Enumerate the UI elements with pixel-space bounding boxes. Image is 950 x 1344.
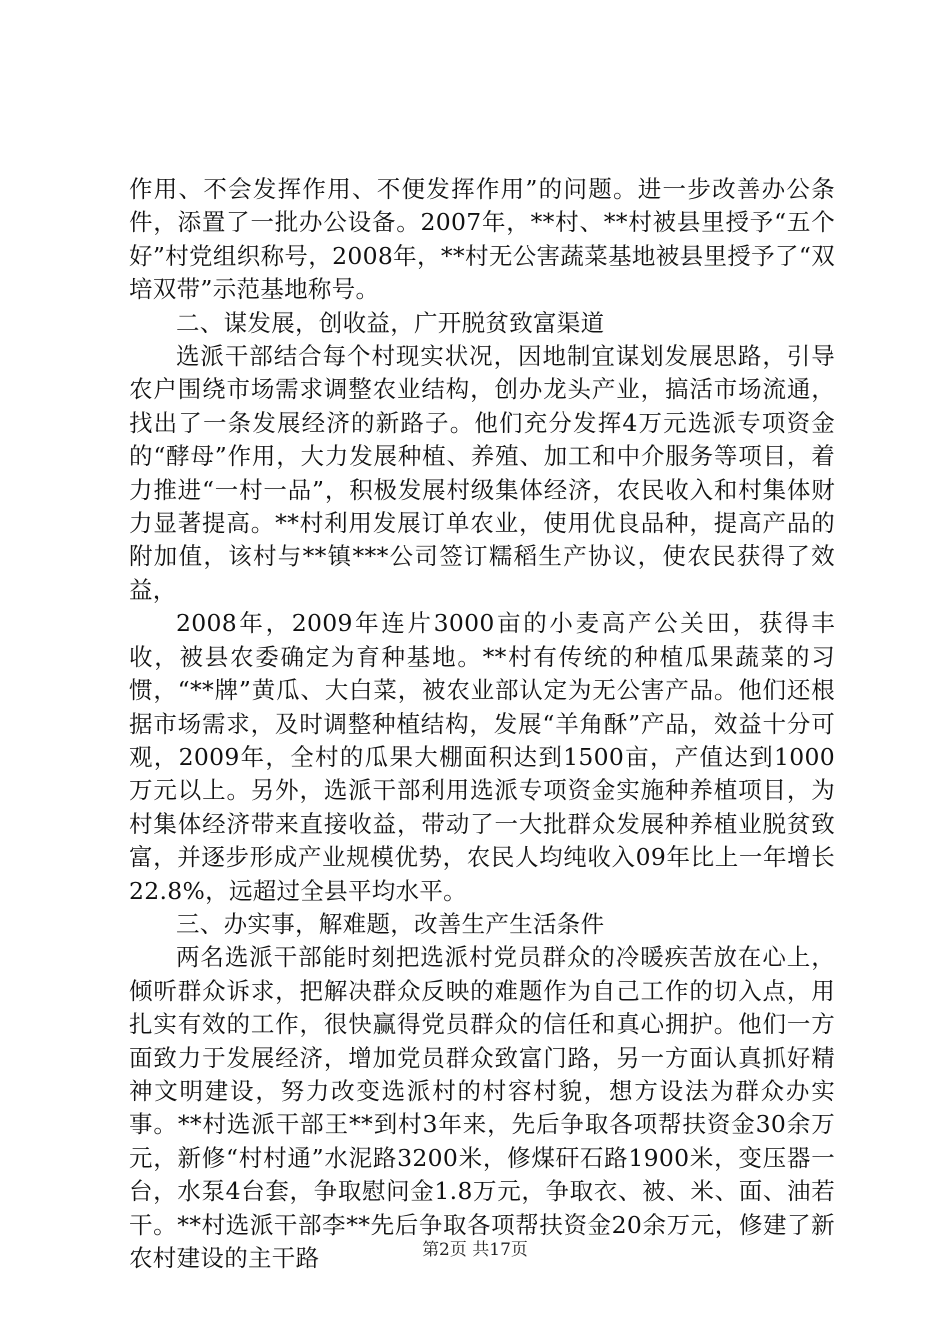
section-heading-3: 三、办实事，解难题，改善生产生活条件 (176, 909, 605, 938)
document-body (129, 173, 835, 1275)
section-heading-2: 二、谋发展，创收益，广开脱贫致富渠道 (176, 308, 605, 337)
paragraph: 两名选派干部能时刻把选派村党员群众的冷暖疾苦放在心上，倾听群众诉求，把解决群众反映的难题作为自己工作的切入点，用扎实有效的工作，很快赢得党员群众的信任和真心拥护。他们一方面致力于发展经济，增加党员群众致富门路，另一方面认真抓好精神文明建设，努力改变选派村的村容村貌，想方设法为群众办实事。**村选派干部王**到村3年来，先后争取各项帮扶资金30余万元，新修“村村通”水泥路3200米，修煤矸石路1900米，变压器一台，水泵4台套，争取慰问金1.8万元，争取衣、被、米、面、油若干。**村选派干部李**先后争取各项帮扶资金20余万元，修建了新农村建设的主干路 (129, 943, 835, 1272)
paragraph: 2008年，2009年连片3000亩的小麦高产公关田，获得丰收，被县农委确定为育种基地。**村有传统的种植瓜果蔬菜的习惯，“**牌”黄瓜、大白菜，被农业部认定为无公害产品。他们还根据市场需求，及时调整种植结构，发展“羊角酥”产品，效益十分可观，2009年，全村的瓜果大棚面积达到1500亩，产值达到1000万元以上。另外，选派干部利用选派专项资金实施种养植项目，为村集体经济带来直接收益，带动了一大批群众发展种养植业脱贫致富，并逐步形成产业规模优势，农民人均纯收入09年比上一年增长22.8%，远超过全县平均水平。 (129, 609, 835, 905)
paragraph: 选派干部结合每个村现实状况，因地制宜谋划发展思路，引导农户围绕市场需求调整农业结构，创办龙头产业，搞活市场流通，找出了一条发展经济的新路子。他们充分发挥4万元选派专项资金的“酵母”作用，大力发展种植、养殖、加工和中介服务等项目，着力推进“一村一品”，积极发展村级集体经济，农民收入和村集体财力显著提高。**村利用发展订单农业，使用优良品种，提高产品的附加值，该村与**镇***公司签订糯稻生产协议，使农民获得了效益， (129, 342, 835, 604)
paragraph-continuation: 作用、不会发挥作用、不便发挥作用”的问题。进一步改善办公条件，添置了一批办公设备。2007年，**村、**村被县里授予“五个好”村党组织称号，2008年，**村无公害蔬菜基地被县里授予了“双培双带”示范基地称号。 (129, 175, 835, 304)
page-number-footer: 第2页 共17页 (422, 1240, 528, 1260)
